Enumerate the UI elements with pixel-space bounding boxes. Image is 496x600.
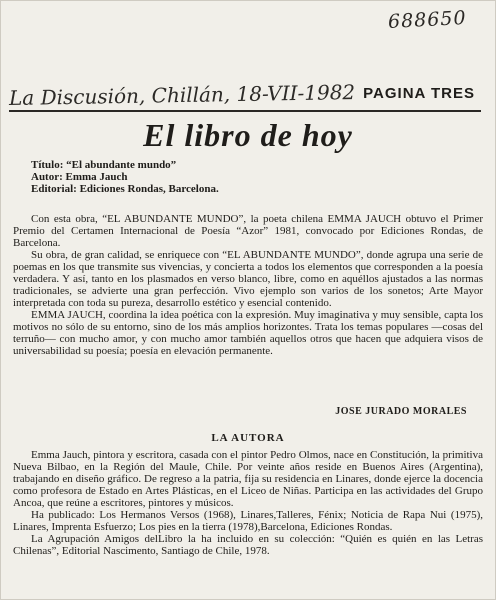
source-line: La Discusión, Chillán, 18-VII-1982 [8,79,356,111]
section-heading: LA AUTORA [211,432,285,444]
author-paragraph: Ha publicado: Los Hermanos Versos (1968), Linares,Talleres, Fénix; Noticia de Rapa Nui (1975), Linares, Imprenta Esfuerzo; Los pies en la tierra (1978),Barcelona, Ediciones Rondas. [13,509,483,533]
biblio-publisher: Editorial: Ediciones Rondas, Barcelona. [31,183,219,195]
biblio-title: Título: “El abundante mundo” [31,159,177,171]
page-label: PAGINA TRES [363,85,475,102]
biblio-author: Autor: Emma Jauch [31,171,128,183]
author-paragraph: Emma Jauch, pintora y escritora, casada con el pintor Pedro Olmos, nace en Constitución, la primitiva Nueva Bilbao, en la Región del Maule, Chile. Por veinte años reside en Buenos Aires (Argentina), trabajando en diseño gráfico. De regreso a la patria, fija su residencia en Linares, donde ejerce la docencia como profesora de Estado en Artes Plásticas, en el Liceo de Niñas. Participa en las actividades del Grupo Ancoa, que reúne a escritores, pintores y músicos. [13,449,483,509]
review-paragraph: Su obra, de gran calidad, se enriquece con “EL ABUNDANTE MUNDO”, donde agrupa una serie de poemas en los que transmite sus vivencias, y concierta a todos los elementos que corresponden a la poesía verdadera. Y así, tanto en los plasmados en verso blanco, libre, como en aquéllos ajustados a las normas tradicionales, se advierte una gran perfección. Vivo ejemplo son varios de los sonetos; Arte Mayor interpretada con toda su pureza, desarrollo estético y esencial contenido. [13,249,483,309]
author-body [13,449,483,557]
byline: JOSE JURADO MORALES [335,406,467,417]
review-paragraph: Con esta obra, “EL ABUNDANTE MUNDO”, la poeta chilena EMMA JAUCH obtuvo el Primer Premio del Certamen Internacional de Poesía “Azor” 1981, convocado por Ediciones Rondas, de Barcelona. [13,213,483,249]
review-body [13,213,483,357]
review-paragraph: EMMA JAUCH, coordina la idea poética con la expresión. Muy imaginativa y muy sensible, capta los motivos no sólo de su entorno, sino de los más amplios horizontes. Trata los temas populares —cosas del terruño— con mucho amor, y con mucho amor también aquellos otros que hacen que adquiera visos de universabilidad su poesía; poesía en elevación permanente. [13,309,483,357]
headline: El libro de hoy [143,117,353,153]
author-paragraph: La Agrupación Amigos delLibro la ha incluido en su colección: “Quién es quién en las Letras Chilenas”, Editorial Nascimento, Santiago de Chile, 1978. [13,533,483,557]
biblio-block [31,159,219,195]
archive-id: 688650 [387,6,468,34]
header-rule [9,110,481,112]
